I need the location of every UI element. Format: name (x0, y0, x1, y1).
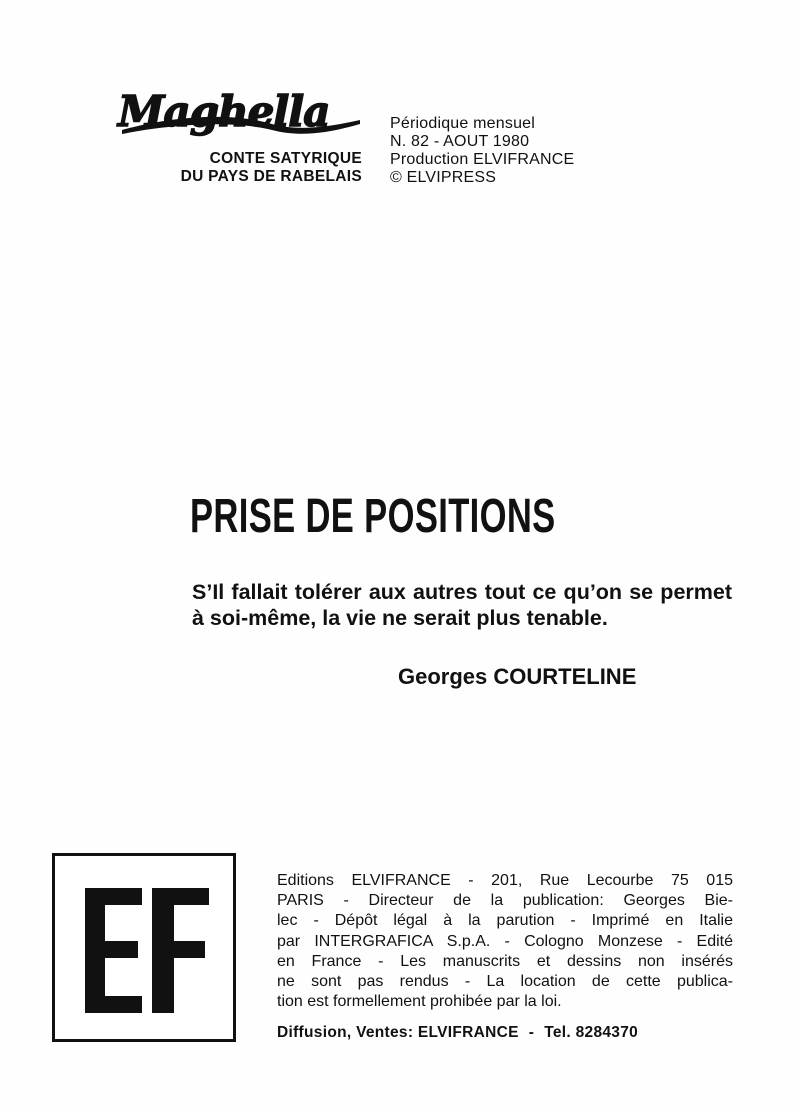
issue-number: N. 82 - AOUT 1980 (390, 133, 530, 150)
imprint-line: PARIS - Directeur de la publication: Georges Bie- (277, 892, 733, 910)
subtitle-line: DU PAYS DE RABELAIS (180, 168, 362, 185)
maghella-logo-icon (112, 86, 364, 138)
periodicity: Périodique mensuel (390, 115, 536, 132)
imprint-line: Editions ELVIFRANCE - 201, Rue Lecourbe 75 015 (277, 872, 733, 889)
diffusion-separator: - (528, 1024, 535, 1041)
distribution-info (277, 1023, 638, 1043)
ef-logo-icon (85, 888, 209, 1013)
imprint-line: par INTERGRAFICA S.p.A. - Cologno Monzese - Edité (277, 932, 733, 950)
diffusion-phone: Tel. 8284370 (544, 1024, 639, 1041)
epigraph-quote: S’Il fallait tolérer aux autres tout ce qu’on se permet à soi-même, la vie ne serait plus tenable. (192, 580, 732, 630)
svg-text:Maghella: Maghella (118, 87, 330, 136)
imprint-line: lec - Dépôt légal à la parution - Imprimé en Italie (277, 912, 733, 930)
diffusion-label: Diffusion, Ventes: ELVIFRANCE (277, 1024, 519, 1041)
imprint-line: tion est formellement prohibée par la loi. (277, 993, 562, 1011)
imprint-line: en France - Les manuscrits et dessins non insérés (277, 952, 733, 970)
legal-imprint (277, 871, 733, 1012)
imprint-line: ne sont pas rendus - La location de cette publica- (277, 973, 733, 991)
page-title: PRISE DE POSITIONS (190, 490, 556, 543)
quote-author: Georges COURTELINE (398, 664, 637, 689)
publication-info (390, 115, 574, 187)
copyright: © ELVIPRESS (390, 169, 497, 186)
magazine-subtitle (100, 150, 362, 186)
publisher-logo (52, 853, 236, 1042)
subtitle-line: CONTE SATYRIQUE (209, 150, 362, 167)
production: Production ELVIFRANCE (390, 151, 575, 168)
maghella-logo (112, 86, 364, 138)
